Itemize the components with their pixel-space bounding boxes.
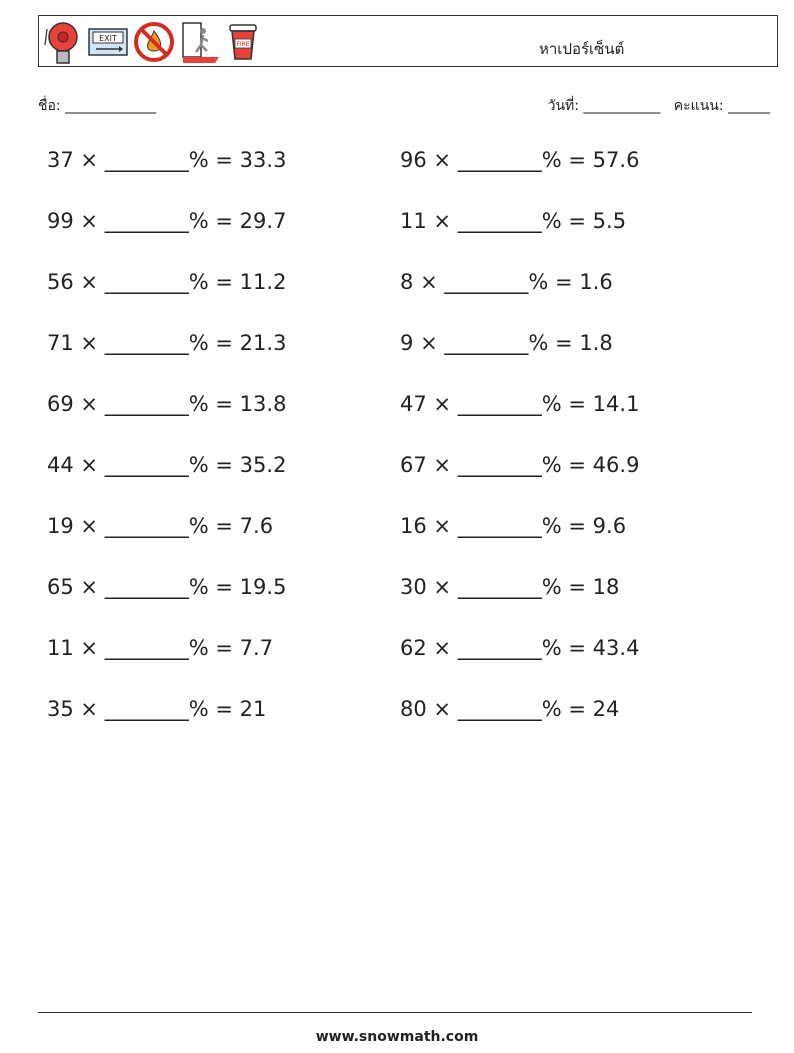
equals-sign: = [215, 453, 233, 477]
answer-blank: ________ [457, 209, 542, 233]
result-value: 21.3 [239, 331, 287, 355]
times-sign: × [80, 453, 99, 477]
times-sign: × [80, 209, 99, 233]
percent-problem [400, 331, 613, 355]
result-value: 29.7 [239, 209, 287, 233]
number-a: 67 [400, 453, 427, 477]
percent-problem [47, 453, 286, 477]
percent-problem [400, 636, 639, 660]
equals-sign: = [215, 575, 233, 599]
result-value: 43.4 [592, 636, 640, 660]
answer-blank: ________ [444, 270, 529, 294]
problem-row [0, 575, 794, 615]
answer-blank: ________ [104, 148, 189, 172]
percent-sign: % [188, 270, 209, 294]
percent-problem [400, 453, 639, 477]
number-a: 11 [47, 636, 74, 660]
percent-sign: % [541, 148, 562, 172]
times-sign: × [80, 331, 99, 355]
percent-sign: % [541, 209, 562, 233]
result-value: 13.8 [239, 392, 287, 416]
number-a: 69 [47, 392, 74, 416]
name-blank: _____________ [65, 98, 157, 114]
percent-sign: % [188, 636, 209, 660]
problem-row [0, 148, 794, 188]
percent-sign: % [541, 697, 562, 721]
result-value: 21 [239, 697, 267, 721]
problem-row [0, 697, 794, 737]
answer-blank: ________ [457, 575, 542, 599]
percent-sign: % [528, 270, 549, 294]
fire-alarm-bell-icon [43, 19, 83, 65]
percent-problem [47, 331, 286, 355]
answer-blank: ________ [457, 514, 542, 538]
result-value: 7.7 [239, 636, 274, 660]
times-sign: × [433, 575, 452, 599]
number-a: 30 [400, 575, 427, 599]
result-value: 11.2 [239, 270, 287, 294]
answer-blank: ________ [104, 636, 189, 660]
answer-blank: ________ [104, 270, 189, 294]
percent-problem [400, 514, 626, 538]
name-label: ชื่อ: [38, 98, 61, 114]
number-a: 8 [400, 270, 414, 294]
result-value: 19.5 [239, 575, 287, 599]
equals-sign: = [215, 636, 233, 660]
fire-bucket-label: FIRE [236, 41, 250, 48]
percent-sign: % [188, 453, 209, 477]
problem-row [0, 331, 794, 371]
problem-row [0, 514, 794, 554]
times-sign: × [80, 148, 99, 172]
equals-sign: = [215, 270, 233, 294]
answer-blank: ________ [444, 331, 529, 355]
percent-sign: % [541, 575, 562, 599]
times-sign: × [433, 697, 452, 721]
score-label: คะแนน: [673, 98, 724, 114]
number-a: 65 [47, 575, 74, 599]
no-fire-icon [133, 19, 175, 65]
date-label: วันที่: [547, 98, 579, 114]
equals-sign: = [555, 331, 573, 355]
exit-sign-text: EXIT [99, 34, 117, 43]
percent-sign: % [528, 331, 549, 355]
equals-sign: = [215, 148, 233, 172]
times-sign: × [80, 392, 99, 416]
answer-blank: ________ [457, 148, 542, 172]
number-a: 11 [400, 209, 427, 233]
number-a: 37 [47, 148, 74, 172]
equals-sign: = [568, 636, 586, 660]
times-sign: × [80, 514, 99, 538]
answer-blank: ________ [104, 514, 189, 538]
percent-problem [47, 392, 286, 416]
answer-blank: ________ [104, 575, 189, 599]
result-value: 18 [592, 575, 620, 599]
times-sign: × [80, 270, 99, 294]
equals-sign: = [555, 270, 573, 294]
equals-sign: = [568, 514, 586, 538]
equals-sign: = [215, 514, 233, 538]
name-field [38, 95, 156, 117]
times-sign: × [420, 270, 438, 294]
answer-blank: ________ [104, 392, 189, 416]
times-sign: × [433, 148, 452, 172]
percent-problem [47, 636, 273, 660]
number-a: 62 [400, 636, 427, 660]
problem-row [0, 209, 794, 249]
footer-url: www.snowmath.com [315, 1029, 479, 1045]
percent-problem [400, 148, 639, 172]
answer-blank: ________ [457, 636, 542, 660]
answer-blank: ________ [104, 331, 189, 355]
problem-row [0, 636, 794, 676]
number-a: 16 [400, 514, 427, 538]
times-sign: × [433, 514, 452, 538]
exit-sign-icon [87, 19, 129, 65]
answer-blank: ________ [104, 697, 189, 721]
percent-problem [400, 697, 619, 721]
equals-sign: = [568, 575, 586, 599]
percent-sign: % [188, 392, 209, 416]
number-a: 71 [47, 331, 74, 355]
number-a: 96 [400, 148, 427, 172]
answer-blank: ________ [457, 392, 542, 416]
result-value: 14.1 [592, 392, 640, 416]
number-a: 9 [400, 331, 414, 355]
number-a: 80 [400, 697, 427, 721]
percent-problem [47, 575, 286, 599]
percent-sign: % [541, 392, 562, 416]
percent-problem [47, 514, 273, 538]
worksheet-title: หาเปอร์เซ็นต์ [539, 40, 625, 58]
fire-bucket-icon [225, 19, 261, 65]
percent-problem [47, 270, 286, 294]
equals-sign: = [568, 392, 586, 416]
equals-sign: = [568, 209, 586, 233]
header-icons [43, 19, 261, 65]
footer-divider [38, 1012, 752, 1013]
answer-blank: ________ [457, 697, 542, 721]
result-value: 35.2 [239, 453, 287, 477]
equals-sign: = [215, 209, 233, 233]
number-a: 44 [47, 453, 74, 477]
times-sign: × [433, 209, 452, 233]
answer-blank: ________ [457, 453, 542, 477]
number-a: 19 [47, 514, 74, 538]
emergency-exit-icon [179, 19, 221, 65]
percent-sign: % [541, 453, 562, 477]
number-a: 99 [47, 209, 74, 233]
times-sign: × [80, 636, 99, 660]
answer-blank: ________ [104, 209, 189, 233]
percent-problem [400, 392, 639, 416]
number-a: 56 [47, 270, 74, 294]
result-value: 1.8 [579, 331, 613, 355]
percent-problem [47, 148, 286, 172]
equals-sign: = [568, 148, 586, 172]
equals-sign: = [568, 453, 586, 477]
percent-sign: % [188, 148, 209, 172]
percent-sign: % [541, 514, 562, 538]
date-score-fields [548, 95, 770, 117]
result-value: 9.6 [592, 514, 627, 538]
number-a: 47 [400, 392, 427, 416]
percent-problem [47, 209, 286, 233]
percent-sign: % [188, 575, 209, 599]
problem-row [0, 392, 794, 432]
percent-sign: % [188, 209, 209, 233]
percent-sign: % [188, 331, 209, 355]
date-blank: ___________ [583, 98, 661, 114]
result-value: 1.6 [579, 270, 613, 294]
problem-row [0, 270, 794, 310]
percent-sign: % [541, 636, 562, 660]
times-sign: × [433, 453, 452, 477]
result-value: 33.3 [239, 148, 287, 172]
times-sign: × [80, 575, 99, 599]
score-blank: ______ [728, 98, 770, 114]
result-value: 5.5 [592, 209, 627, 233]
equals-sign: = [215, 697, 233, 721]
percent-sign: % [188, 514, 209, 538]
times-sign: × [433, 636, 452, 660]
times-sign: × [80, 697, 99, 721]
times-sign: × [433, 392, 452, 416]
problem-row [0, 453, 794, 493]
percent-sign: % [188, 697, 209, 721]
result-value: 7.6 [239, 514, 274, 538]
number-a: 35 [47, 697, 74, 721]
equals-sign: = [215, 331, 233, 355]
percent-problem [400, 575, 619, 599]
equals-sign: = [215, 392, 233, 416]
result-value: 57.6 [592, 148, 640, 172]
result-value: 24 [592, 697, 620, 721]
result-value: 46.9 [592, 453, 640, 477]
percent-problem [400, 209, 626, 233]
percent-problem [400, 270, 613, 294]
times-sign: × [420, 331, 438, 355]
answer-blank: ________ [104, 453, 189, 477]
worksheet-header [38, 15, 778, 67]
equals-sign: = [568, 697, 586, 721]
percent-problem [47, 697, 266, 721]
